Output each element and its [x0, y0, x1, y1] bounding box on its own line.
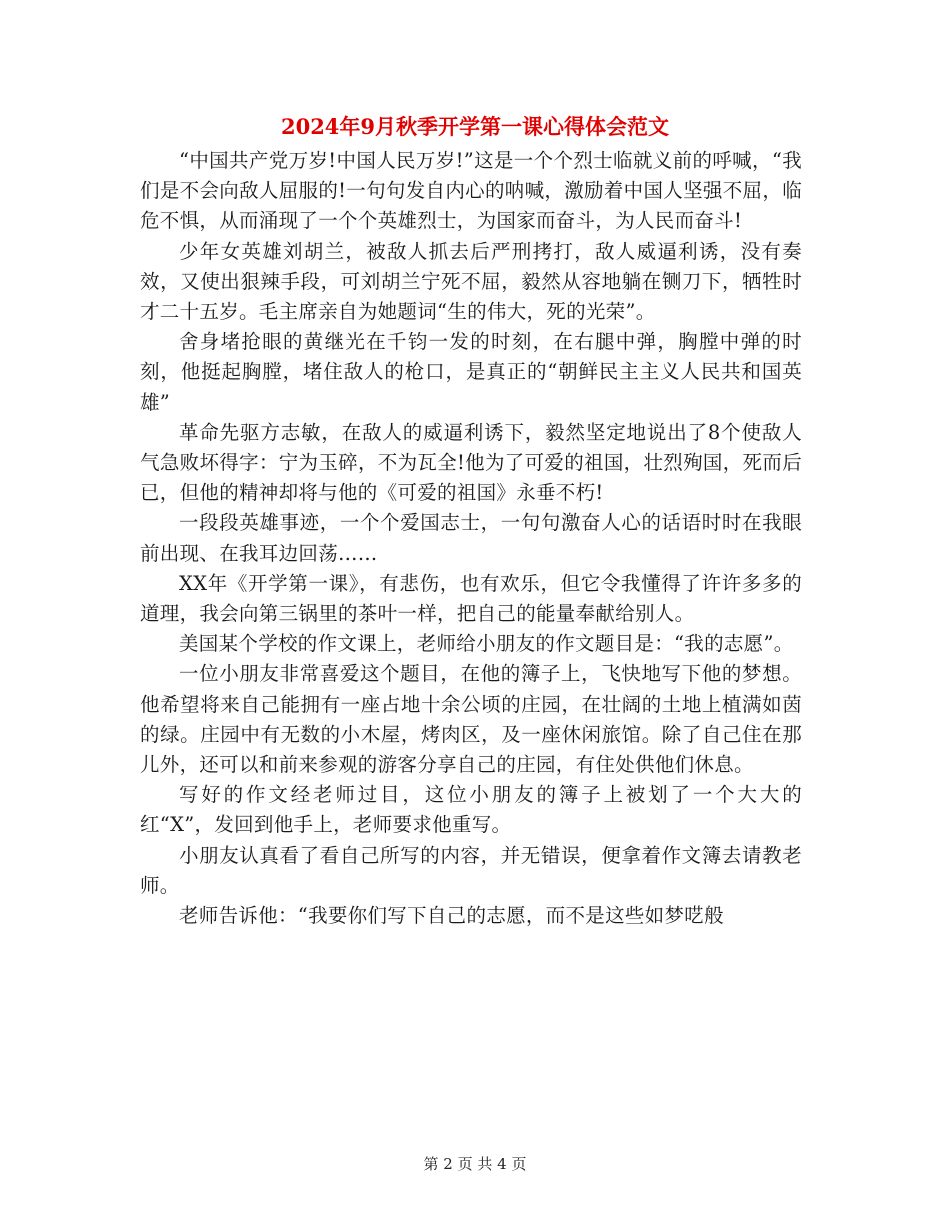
paragraph: XX年《开学第一课》，有悲伤，也有欢乐，但它令我懂得了许许多多的道理，我会向第三锅里的茶叶一样，把自己的能量奉献给别人。 [140, 571, 802, 626]
page-number-footer: 第 2 页 共 4 页 [423, 1155, 527, 1173]
paragraph: 一段段英雄事迹，一个个爱国志士，一句句激奋人心的话语时时在我眼前出现、在我耳边回荡…… [140, 511, 802, 565]
paragraph: 一位小朋友非常喜爱这个题目，在他的簿子上，飞快地写下他的梦想。他希望将来自己能拥有一座占地十余公顷的庄园，在壮阔的土地上植满如茵的绿。庄园中有无数的小木屋，烤肉区，及一座休闲旅馆。除了自己住在那儿外，还可以和前来参观的游客分享自己的庄园，有住处供他们休息。 [140, 662, 802, 777]
document-body [140, 146, 802, 931]
paragraph: 少年女英雄刘胡兰，被敌人抓去后严刑拷打，敌人威逼利诱，没有奏效，又使出狠辣手段，可刘胡兰宁死不屈，毅然从容地躺在铡刀下，牺牲时才二十五岁。毛主席亲自为她题词“生的伟大，死的光荣”。 [140, 239, 802, 324]
paragraph: 舍身堵抢眼的黄继光在千钧一发的时刻，在右腿中弹，胸膛中弹的时刻，他挺起胸膛，堵住敌人的枪口，是真正的“朝鲜民主主义人民共和国英雄” [140, 330, 802, 414]
paragraph: 老师告诉他：“我要你们写下自己的志愿，而不是这些如梦呓般 [179, 904, 724, 928]
paragraph: 美国某个学校的作文课上，老师给小朋友的作文题目是：“我的志愿”。 [179, 632, 794, 656]
document-title: 2024年9月秋季开学第一课心得体会范文 [280, 114, 670, 139]
paragraph: 小朋友认真看了看自己所写的内容，并无错误，便拿着作文簿去请教老师。 [140, 843, 802, 897]
paragraph: 革命先驱方志敏，在敌人的威逼利诱下，毅然坚定地说出了8个使敌人气急败坏得字：宁为玉碎，不为瓦全!他为了可爱的祖国，壮烈殉国，死而后已，但他的精神却将与他的《可爱的祖国》永垂不朽! [140, 420, 802, 505]
paragraph: 写好的作文经老师过目，这位小朋友的簿子上被划了一个大大的红“X”，发回到他手上，老师要求他重写。 [140, 783, 802, 837]
paragraph: “中国共产党万岁!中国人民万岁!”这是一个个烈士临就义前的呼喊，“我们是不会向敌人屈服的!一句句发自内心的呐喊，激励着中国人坚强不屈，临危不惧，从而涌现了一个个英雄烈士，为国家而奋斗，为人民而奋斗! [140, 149, 802, 233]
